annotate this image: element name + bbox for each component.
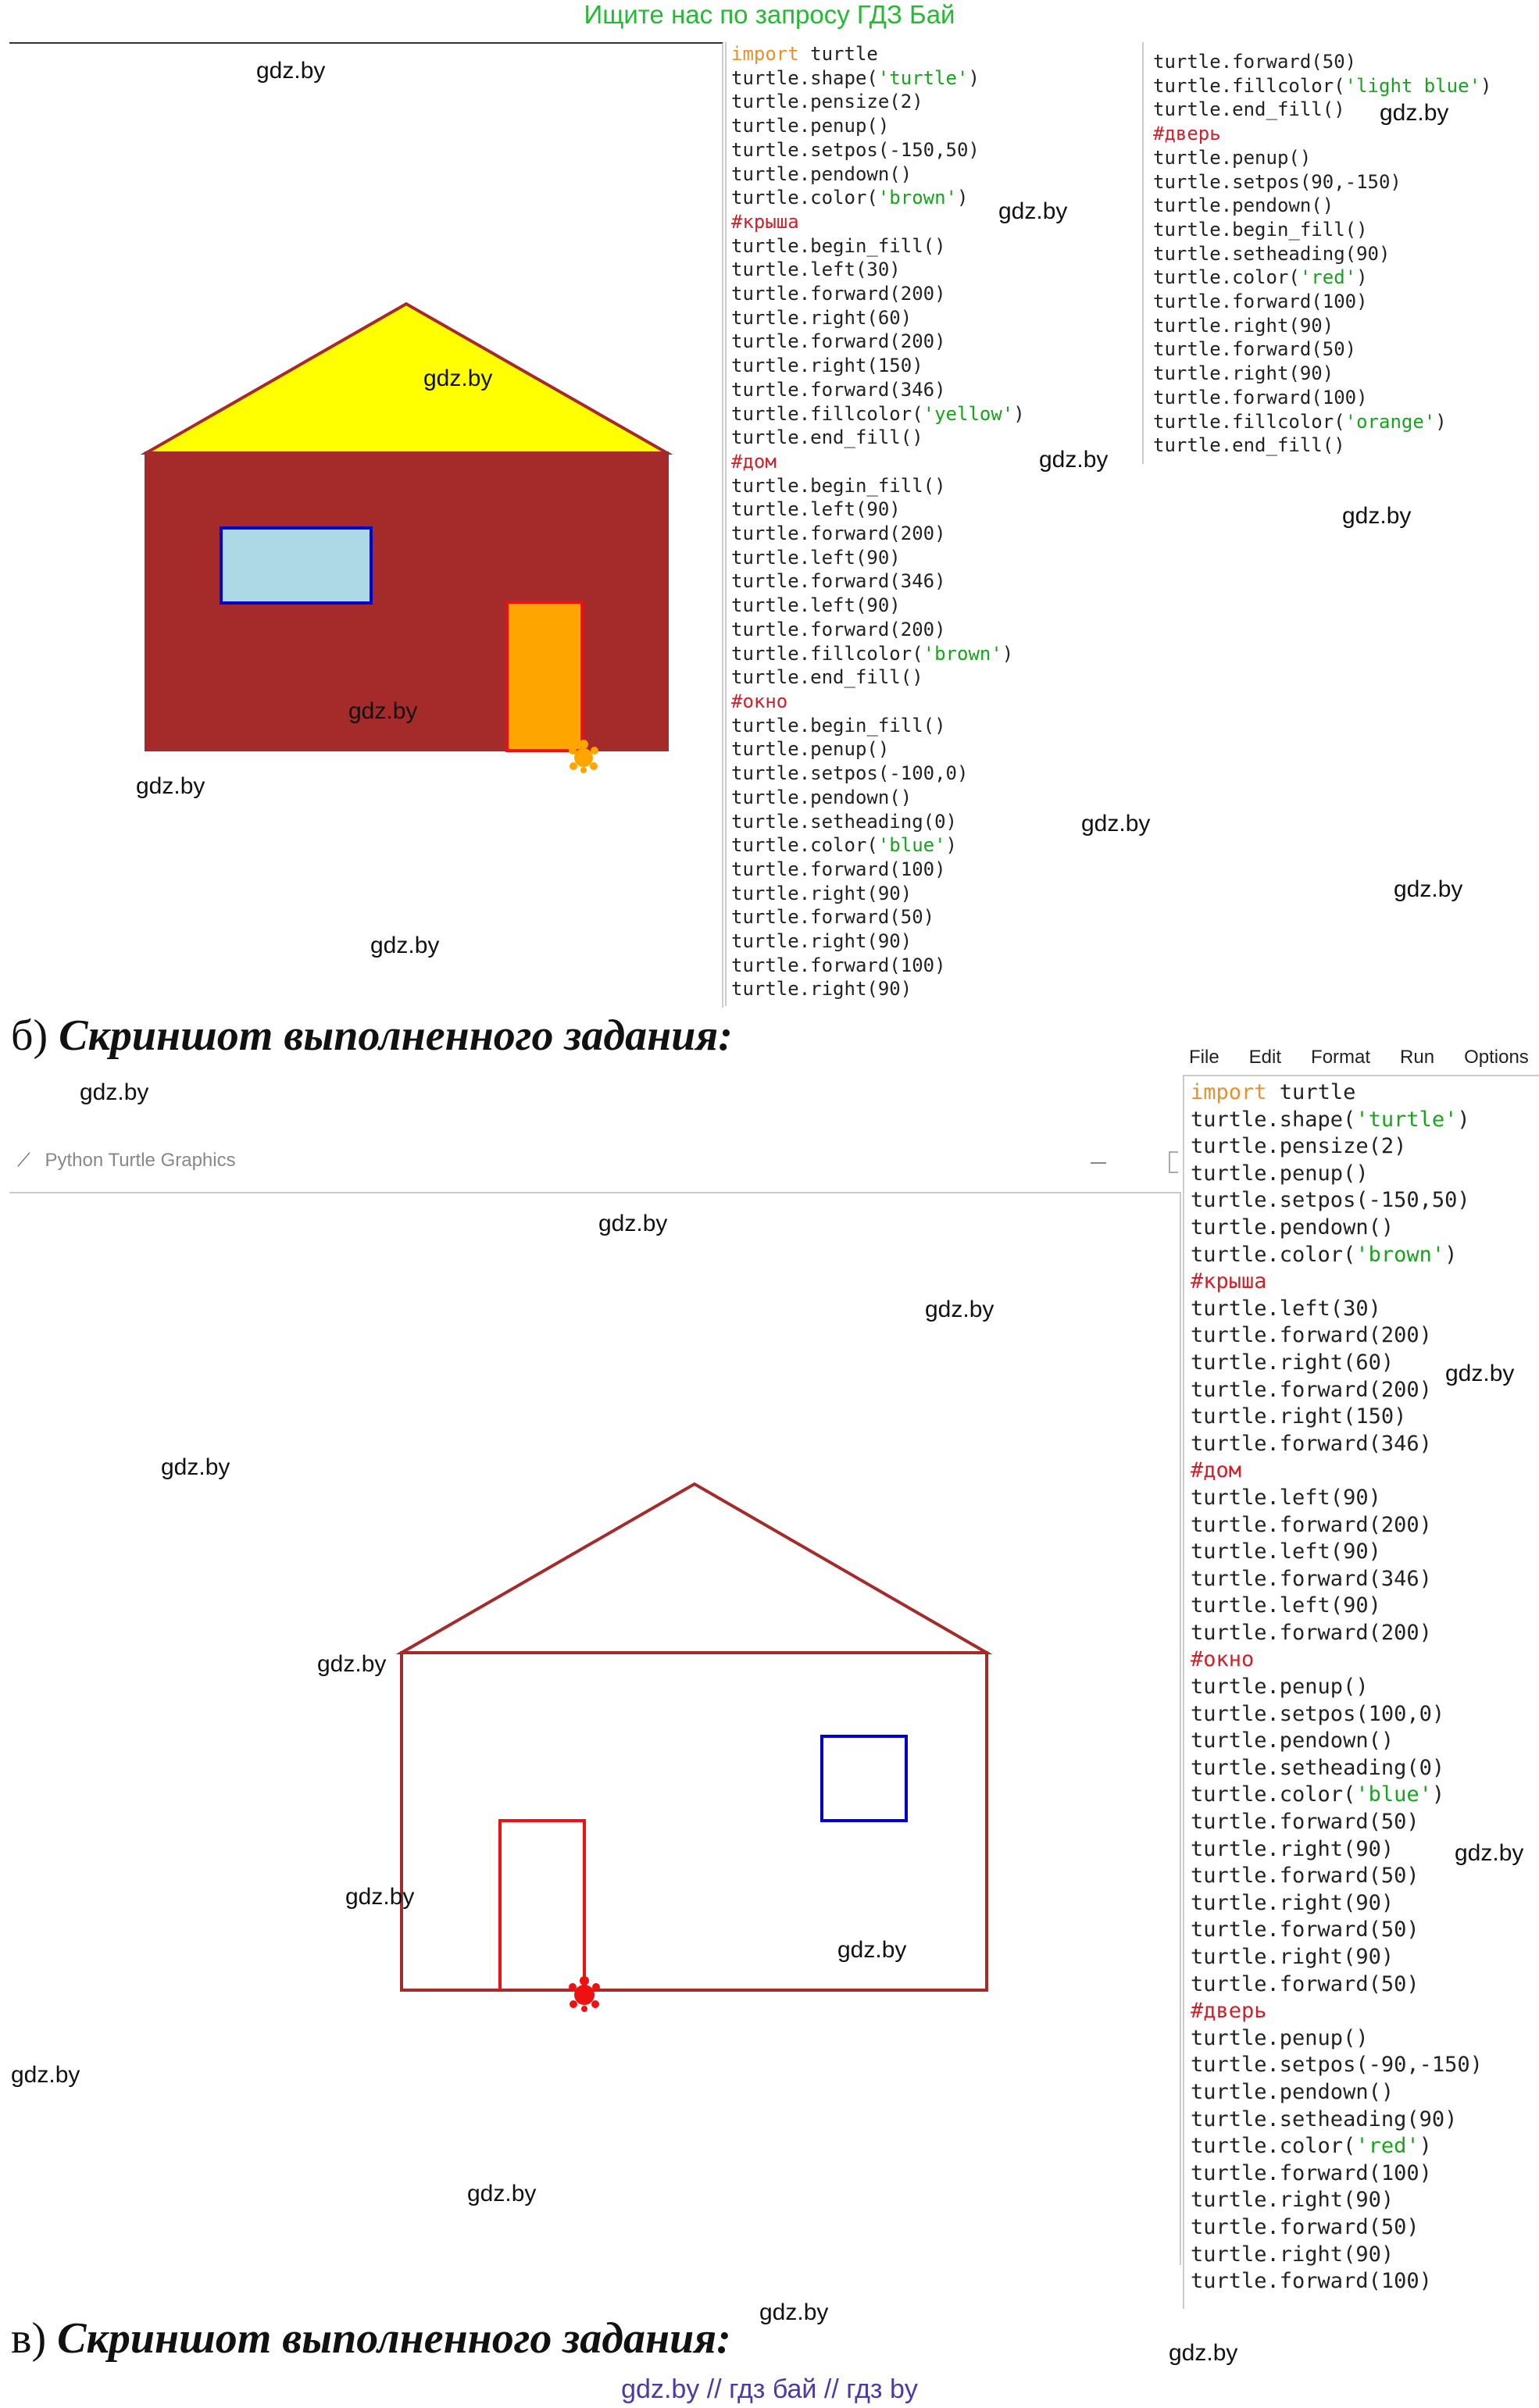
- house-drawing-filled: [9, 44, 722, 1008]
- watermark: gdz.by: [136, 773, 205, 799]
- watermark: gdz.by: [467, 2181, 537, 2206]
- code-line: #окно: [731, 690, 788, 712]
- code-line: #дом: [1191, 1458, 1242, 1483]
- code-line: turtle.right(90): [731, 930, 912, 953]
- top-banner: Ищите нас по запросу ГДЗ Бай: [584, 0, 955, 29]
- code-line: turtle.pensize(2): [1191, 1134, 1407, 1159]
- code-line: #дверь: [1153, 123, 1221, 145]
- code-line: turtle.pendown(): [1191, 2079, 1394, 2104]
- code-line: turtle.forward(50): [1191, 1917, 1419, 1942]
- code-line: turtle.right(90): [731, 978, 912, 1001]
- roof-outline: [402, 1484, 987, 1653]
- code-line: turtle.right(90): [1153, 314, 1334, 337]
- watermark: gdz.by: [1455, 1840, 1524, 1866]
- turtle-canvas-b: [9, 1192, 1181, 2265]
- code-line: turtle.setpos(100,0): [1191, 1701, 1445, 1726]
- code-line: turtle.penup(): [1191, 1675, 1369, 1700]
- menu-options[interactable]: Options: [1464, 1047, 1529, 1068]
- watermark: gdz.by: [1342, 503, 1412, 529]
- code-line: turtle.left(90): [731, 594, 901, 617]
- code-line: turtle.penup(): [1153, 146, 1312, 169]
- code-line: turtle.setpos(90,-150): [1153, 170, 1402, 193]
- code-line: turtle.left(90): [1191, 1485, 1381, 1510]
- code-line: turtle.forward(200): [1191, 1620, 1432, 1645]
- code-line: turtle.penup(): [731, 115, 890, 137]
- watermark: gdz.by: [1380, 100, 1449, 126]
- code-line: turtle.begin_fill(): [731, 714, 946, 737]
- code-line: turtle.forward(50): [1191, 1864, 1419, 1889]
- code-line: turtle.right(90): [1153, 362, 1334, 385]
- watermark: gdz.by: [1394, 876, 1463, 902]
- code-panel-a-right: [1142, 42, 1539, 464]
- code-line: turtle.forward(100): [1153, 386, 1368, 408]
- menu-format[interactable]: Format: [1311, 1047, 1371, 1068]
- code-line: turtle.setheading(90): [1191, 2107, 1458, 2132]
- code-line: turtle.end_fill(): [731, 426, 923, 449]
- watermark: gdz.by: [161, 1454, 230, 1480]
- code-line: turtle.right(150): [731, 355, 923, 377]
- code-line: turtle.end_fill(): [1153, 434, 1345, 457]
- code-line: #крыша: [1191, 1269, 1267, 1294]
- watermark: gdz.by: [1039, 447, 1109, 473]
- code-line: turtle.forward(346): [1191, 1566, 1432, 1591]
- code-line: turtle.begin_fill(): [1153, 218, 1368, 241]
- code-line: turtle.forward(200): [731, 618, 946, 640]
- code-listing-a-left: [731, 42, 1025, 1001]
- footer-links[interactable]: gdz.by // гдз бай // гдз by: [621, 2374, 918, 2404]
- section-b-heading: [11, 1011, 733, 1061]
- code-line: #крыша: [731, 210, 799, 233]
- code-line: turtle.left(30): [1191, 1296, 1381, 1321]
- house-drawing-outline: [9, 1193, 1180, 2265]
- code-line: turtle.forward(50): [1153, 338, 1357, 361]
- code-line: turtle.left(90): [1191, 1539, 1381, 1564]
- minimize-button[interactable]: [1091, 1162, 1106, 1164]
- menu-edit[interactable]: Edit: [1248, 1047, 1282, 1068]
- watermark: gdz.by: [345, 1884, 415, 1910]
- watermark: gdz.by: [998, 198, 1068, 224]
- watermark: gdz.by: [1081, 811, 1151, 837]
- code-line: turtle.right(90): [1191, 1945, 1394, 1969]
- watermark: gdz.by: [598, 1211, 668, 1236]
- code-line: turtle.forward(346): [731, 378, 946, 401]
- section-v-letter: в): [11, 2314, 47, 2363]
- code-line: turtle.setheading(0): [731, 810, 957, 833]
- code-line: turtle.right(60): [731, 306, 912, 329]
- section-v-heading: [11, 2313, 731, 2363]
- code-line: turtle.left(90): [731, 546, 901, 569]
- watermark: gdz.by: [837, 1937, 907, 1963]
- window-title: Python Turtle Graphics: [45, 1150, 236, 1171]
- code-line: turtle.left(90): [731, 498, 901, 521]
- code-line: turtle.right(150): [1191, 1404, 1407, 1429]
- roof-filled: [146, 304, 667, 453]
- code-panel-a-left: [725, 42, 1141, 1006]
- code-line: turtle.forward(50): [1191, 2214, 1419, 2239]
- code-line: turtle.forward(100): [1191, 2160, 1432, 2185]
- section-v-title: Скриншот выполненного задания:: [57, 2314, 731, 2363]
- code-line: turtle.right(90): [1191, 1836, 1394, 1861]
- code-line: turtle.pendown(): [1153, 194, 1334, 217]
- section-b-title: Скриншот выполненного задания:: [59, 1011, 733, 1060]
- code-line: turtle.pendown(): [1191, 1215, 1394, 1240]
- turtle-canvas-a: [9, 42, 723, 1008]
- code-line: turtle.setpos(-100,0): [731, 762, 969, 785]
- watermark: gdz.by: [348, 698, 418, 724]
- menu-file[interactable]: File: [1189, 1047, 1219, 1068]
- code-line: turtle.shape('turtle'): [731, 66, 980, 89]
- code-line: turtle.forward(100): [731, 858, 946, 880]
- code-line: turtle.setpos(-150,50): [1191, 1188, 1470, 1213]
- code-line: turtle.penup(): [731, 738, 890, 761]
- code-line: turtle.forward(50): [731, 906, 935, 929]
- code-line: turtle.end_fill(): [1153, 98, 1345, 121]
- code-line: turtle.color('blue'): [1191, 1782, 1445, 1807]
- section-b-letter: б): [11, 1011, 48, 1060]
- code-line: turtle.left(30): [731, 259, 901, 281]
- watermark: gdz.by: [423, 366, 493, 391]
- code-line: turtle.pendown(): [731, 162, 912, 185]
- code-line: turtle.fillcolor('brown'): [731, 642, 1014, 665]
- turtle-cursor-icon-red: [569, 1976, 600, 2012]
- code-line: turtle.setpos(-90,-150): [1191, 2053, 1483, 2078]
- code-line: turtle.setheading(90): [1153, 242, 1391, 265]
- code-line: turtle.penup(): [1191, 2025, 1369, 2050]
- code-line: turtle.right(60): [1191, 1350, 1394, 1375]
- code-line: turtle.pendown(): [1191, 1728, 1394, 1753]
- window-outline: [822, 1736, 906, 1821]
- feather-icon: ⟋: [17, 1150, 30, 1171]
- code-line: turtle.end_fill(): [731, 666, 923, 689]
- code-line: turtle.right(90): [1191, 1890, 1394, 1915]
- code-line: turtle.forward(346): [1191, 1431, 1432, 1456]
- code-line: turtle.shape('turtle'): [1191, 1107, 1470, 1132]
- code-line: turtle.forward(200): [1191, 1377, 1432, 1402]
- code-line: turtle.fillcolor('light blue'): [1153, 74, 1492, 97]
- watermark: gdz.by: [370, 933, 440, 958]
- watermark: gdz.by: [256, 58, 326, 84]
- code-line: turtle.forward(200): [731, 283, 946, 305]
- code-line: turtle.forward(346): [731, 570, 946, 593]
- watermark: gdz.by: [80, 1079, 149, 1105]
- code-line: turtle.right(90): [1191, 2188, 1394, 2213]
- door-filled: [507, 602, 582, 751]
- code-line: turtle.color('red'): [1153, 266, 1368, 289]
- watermark: gdz.by: [925, 1297, 994, 1322]
- code-line: turtle.color('brown'): [731, 187, 969, 209]
- window-filled: [221, 528, 371, 603]
- code-line: turtle.color('blue'): [731, 834, 957, 857]
- door-outline: [500, 1821, 584, 1990]
- code-line: #дверь: [1191, 1999, 1267, 2024]
- code-line: turtle.begin_fill(): [731, 474, 946, 497]
- watermark: gdz.by: [759, 2299, 829, 2325]
- code-line: import turtle: [1191, 1080, 1356, 1104]
- code-line: turtle.forward(200): [731, 523, 946, 545]
- code-line: turtle.forward(200): [731, 330, 946, 353]
- code-line: import turtle: [731, 43, 878, 65]
- code-line: turtle.fillcolor('yellow'): [731, 402, 1025, 425]
- code-line: turtle.forward(50): [1153, 51, 1357, 73]
- window-title-bar: [17, 1150, 236, 1172]
- code-line: turtle.forward(50): [1191, 1971, 1419, 1996]
- watermark: gdz.by: [1445, 1361, 1515, 1386]
- code-line: turtle.setpos(-150,50): [731, 138, 980, 161]
- code-line: #дом: [731, 450, 777, 473]
- code-line: turtle.pensize(2): [731, 91, 923, 113]
- code-line: turtle.penup(): [1191, 1161, 1369, 1186]
- code-listing-b: [1191, 1079, 1483, 2296]
- editor-menu-bar: [1189, 1047, 1539, 1068]
- menu-run[interactable]: Run: [1400, 1047, 1435, 1068]
- code-line: turtle.color('red'): [1191, 2134, 1432, 2159]
- code-line: #окно: [1191, 1647, 1255, 1672]
- watermark: gdz.by: [317, 1651, 387, 1677]
- code-line: turtle.forward(100): [1153, 291, 1368, 313]
- code-line: turtle.setheading(0): [1191, 1755, 1445, 1780]
- maximize-button[interactable]: [1169, 1151, 1178, 1173]
- watermark: gdz.by: [11, 2062, 80, 2088]
- code-line: turtle.forward(100): [1191, 2269, 1432, 2294]
- code-line: turtle.forward(100): [731, 954, 946, 976]
- code-line: turtle.color('brown'): [1191, 1242, 1458, 1267]
- code-line: turtle.forward(200): [1191, 1512, 1432, 1537]
- code-line: turtle.left(90): [1191, 1593, 1381, 1618]
- code-line: turtle.pendown(): [731, 786, 912, 808]
- watermark: gdz.by: [1169, 2340, 1238, 2366]
- code-line: turtle.fillcolor('orange'): [1153, 410, 1447, 433]
- code-line: turtle.begin_fill(): [731, 234, 946, 257]
- code-line: turtle.forward(50): [1191, 1810, 1419, 1835]
- code-panel-b: [1183, 1075, 1539, 2309]
- code-line: turtle.forward(200): [1191, 1323, 1432, 1348]
- code-line: turtle.right(90): [731, 882, 912, 904]
- code-line: turtle.right(90): [1191, 2242, 1394, 2267]
